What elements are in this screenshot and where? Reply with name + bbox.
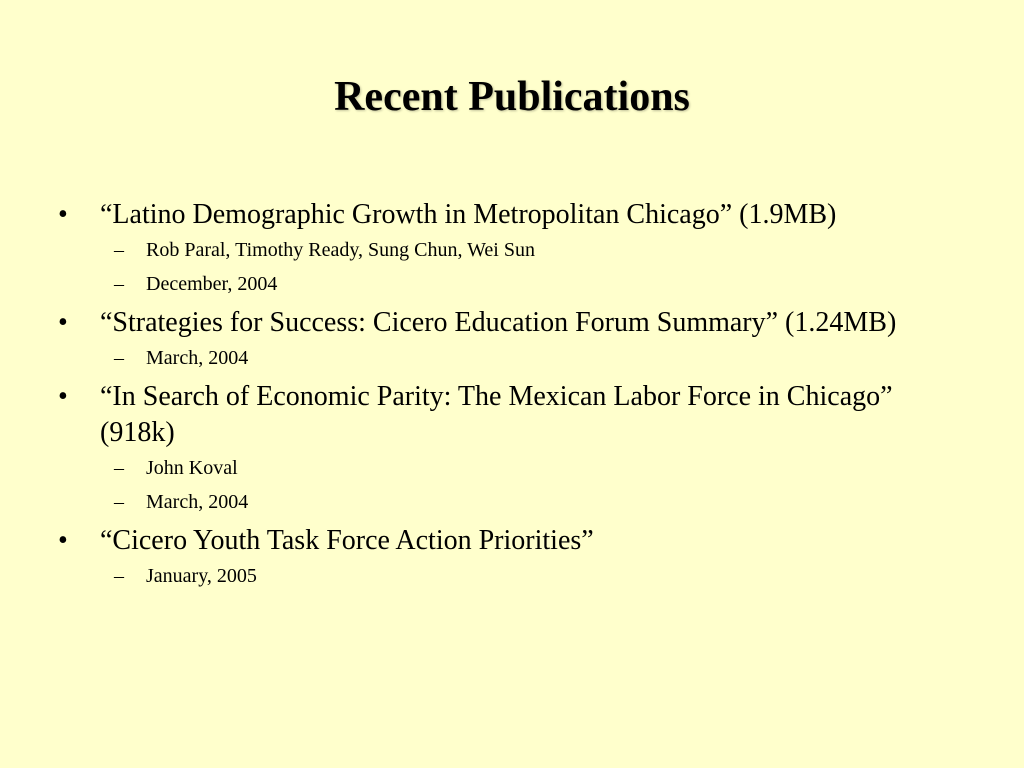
publication-date xyxy=(100,345,938,371)
publication-date xyxy=(100,271,938,297)
bullet-icon: • xyxy=(58,199,68,230)
dash-icon: – xyxy=(114,239,124,261)
publication-item xyxy=(58,197,938,297)
publication-authors xyxy=(100,455,938,481)
publication-title[interactable]: “In Search of Economic Parity: The Mexican Labor Force in Chicago” (918k) xyxy=(100,381,893,448)
publication-title[interactable]: “Latino Demographic Growth in Metropolitan Chicago” (1.9MB) xyxy=(100,199,837,230)
detail-text: Rob Paral, Timothy Ready, Sung Chun, Wei Sun xyxy=(146,239,535,261)
publication-details xyxy=(100,563,938,589)
dash-icon: – xyxy=(114,565,124,587)
publication-authors xyxy=(100,237,938,263)
publication-date xyxy=(100,489,938,515)
publication-date xyxy=(100,563,938,589)
publication-details xyxy=(100,455,938,515)
slide-title: Recent Publications xyxy=(334,74,690,120)
publication-title[interactable]: “Strategies for Success: Cicero Education Forum Summary” (1.24MB) xyxy=(100,307,897,338)
bullet-icon: • xyxy=(58,307,68,338)
dash-icon: – xyxy=(114,347,124,369)
publication-title[interactable]: “Cicero Youth Task Force Action Priorities” xyxy=(100,525,594,556)
detail-text: March, 2004 xyxy=(146,347,249,369)
dash-icon: – xyxy=(114,491,124,513)
detail-text: March, 2004 xyxy=(146,491,249,513)
bullet-icon: • xyxy=(58,525,68,556)
publication-list xyxy=(58,197,938,597)
bullet-icon: • xyxy=(58,381,68,412)
detail-text: December, 2004 xyxy=(146,273,278,295)
publication-details xyxy=(100,237,938,297)
publication-item xyxy=(58,305,938,371)
dash-icon: – xyxy=(114,273,124,295)
publication-item xyxy=(58,523,938,589)
publication-details xyxy=(100,345,938,371)
dash-icon: – xyxy=(114,457,124,479)
detail-text: John Koval xyxy=(146,457,238,479)
detail-text: January, 2005 xyxy=(146,565,257,587)
publication-item xyxy=(58,379,938,515)
